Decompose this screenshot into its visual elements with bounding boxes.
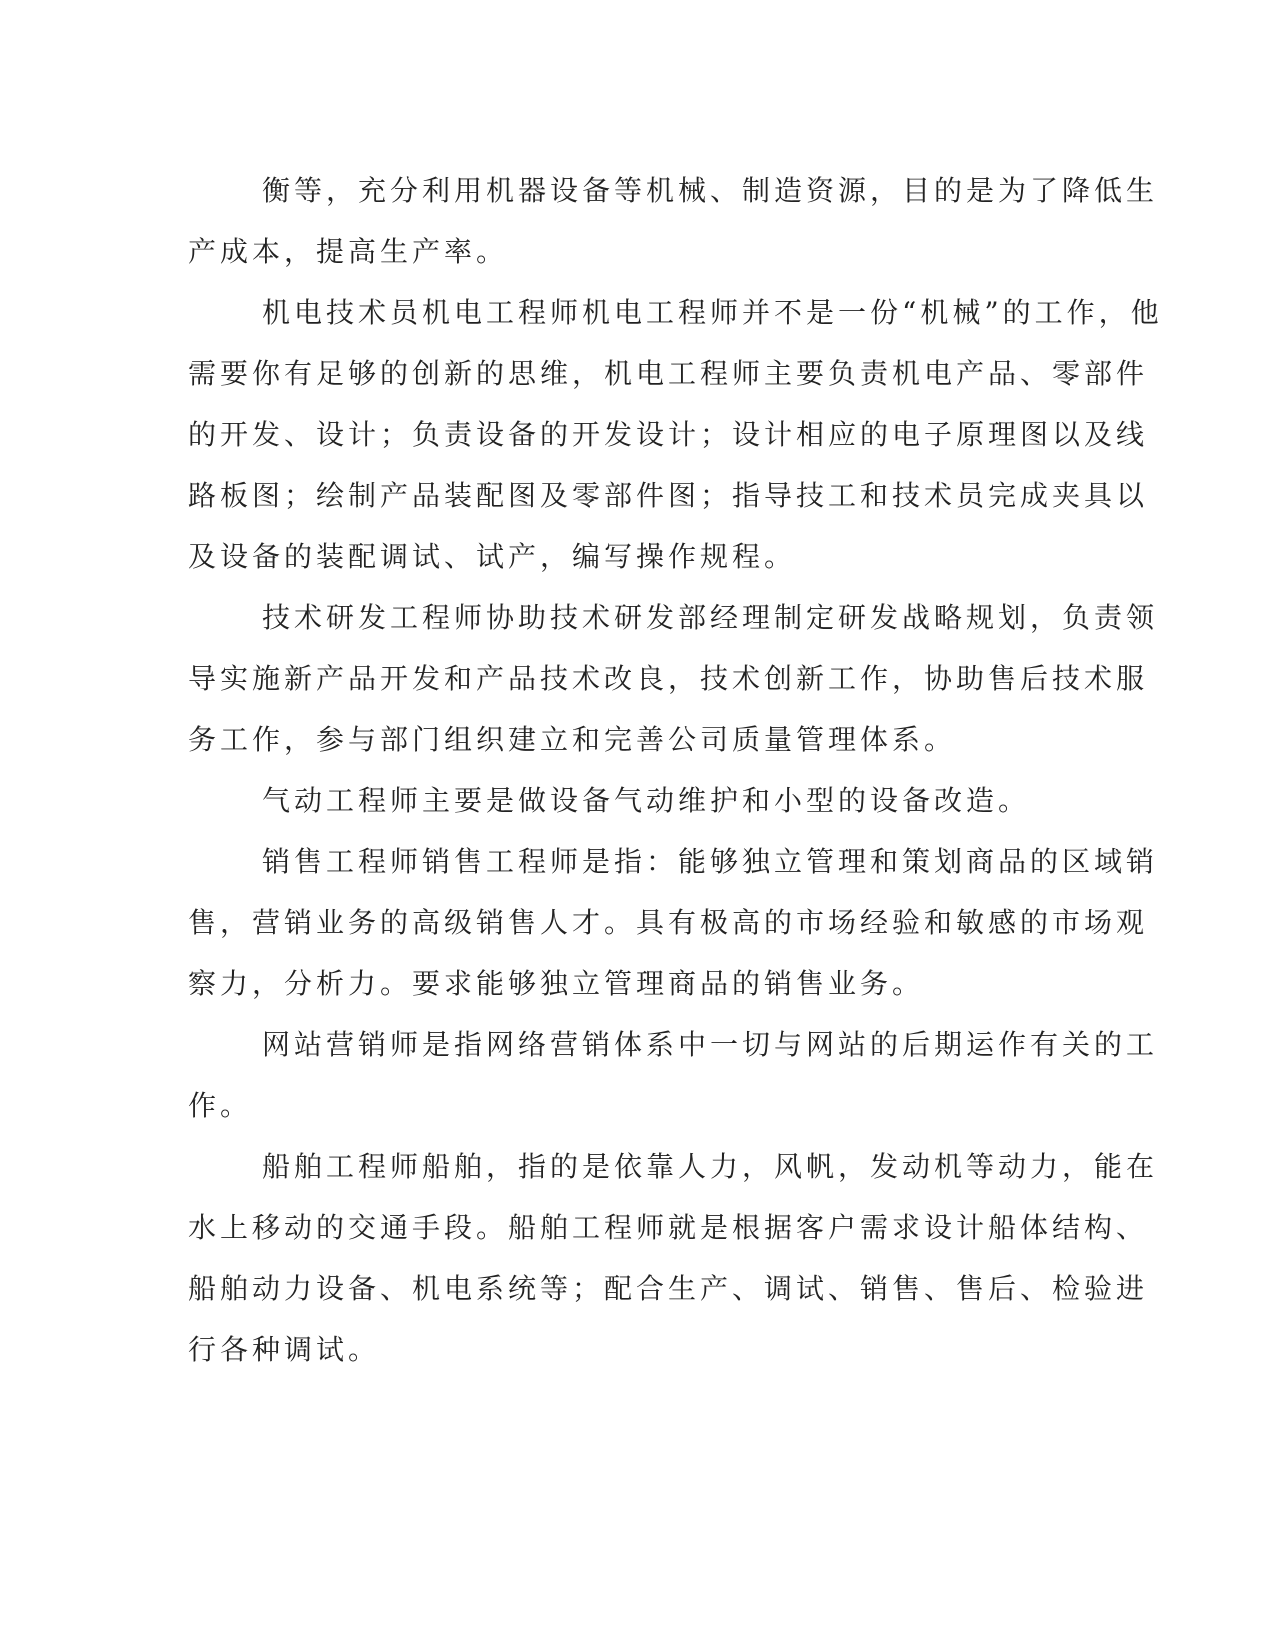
paragraph-rd-engineer	[188, 587, 1159, 770]
paragraph-sales-engineer	[188, 831, 1159, 1014]
text-line: 的开发、设计；负责设备的开发设计；设计相应的电子原理图以及线	[188, 418, 1149, 451]
text-line: 船舶动力设备、机电系统等；配合生产、调试、销售、售后、检验进	[188, 1272, 1149, 1305]
paragraph-production-efficiency	[188, 160, 1159, 282]
text-line: 行各种调试。	[188, 1333, 381, 1366]
paragraph-pneumatic-engineer	[188, 770, 1068, 831]
text-line: 产成本，提高生产率。	[188, 235, 509, 268]
paragraph-mechatronics-engineer	[188, 282, 1163, 587]
text-line: 销售工程师销售工程师是指：能够独立管理和策划商品的区域销	[262, 845, 1159, 878]
text-line: 衡等，充分利用机器设备等机械、制造资源，目的是为了降低生	[262, 174, 1159, 207]
text-line: 船舶工程师船舶，指的是依靠人力，风帆，发动机等动力，能在	[262, 1150, 1159, 1183]
text-line: 气动工程师主要是做设备气动维护和小型的设备改造。	[262, 784, 1031, 817]
text-line: 网站营销师是指网络营销体系中一切与网站的后期运作有关的工	[262, 1028, 1159, 1061]
text-line: 作。	[188, 1089, 253, 1122]
text-line: 路板图；绘制产品装配图及零部件图；指导技工和技术员完成夹具以	[188, 479, 1149, 512]
text-line: 察力，分析力。要求能够独立管理商品的销售业务。	[188, 967, 925, 1000]
text-line: 技术研发工程师协助技术研发部经理制定研发战略规划，负责领	[262, 601, 1159, 634]
document-body	[188, 160, 1163, 1380]
text-line: 机电技术员机电工程师机电工程师并不是一份“机械”的工作，他	[262, 296, 1163, 329]
text-line: 需要你有足够的创新的思维，机电工程师主要负责机电产品、零部件	[188, 357, 1149, 390]
paragraph-website-marketer	[188, 1014, 1159, 1136]
text-line: 务工作，参与部门组织建立和完善公司质量管理体系。	[188, 723, 957, 756]
text-line: 导实施新产品开发和产品技术改良，技术创新工作，协助售后技术服	[188, 662, 1149, 695]
text-line: 售，营销业务的高级销售人才。具有极高的市场经验和敏感的市场观	[188, 906, 1149, 939]
text-line: 水上移动的交通手段。船舶工程师就是根据客户需求设计船体结构、	[188, 1211, 1149, 1244]
paragraph-ship-engineer	[188, 1136, 1159, 1380]
text-line: 及设备的装配调试、试产，编写操作规程。	[188, 540, 797, 573]
